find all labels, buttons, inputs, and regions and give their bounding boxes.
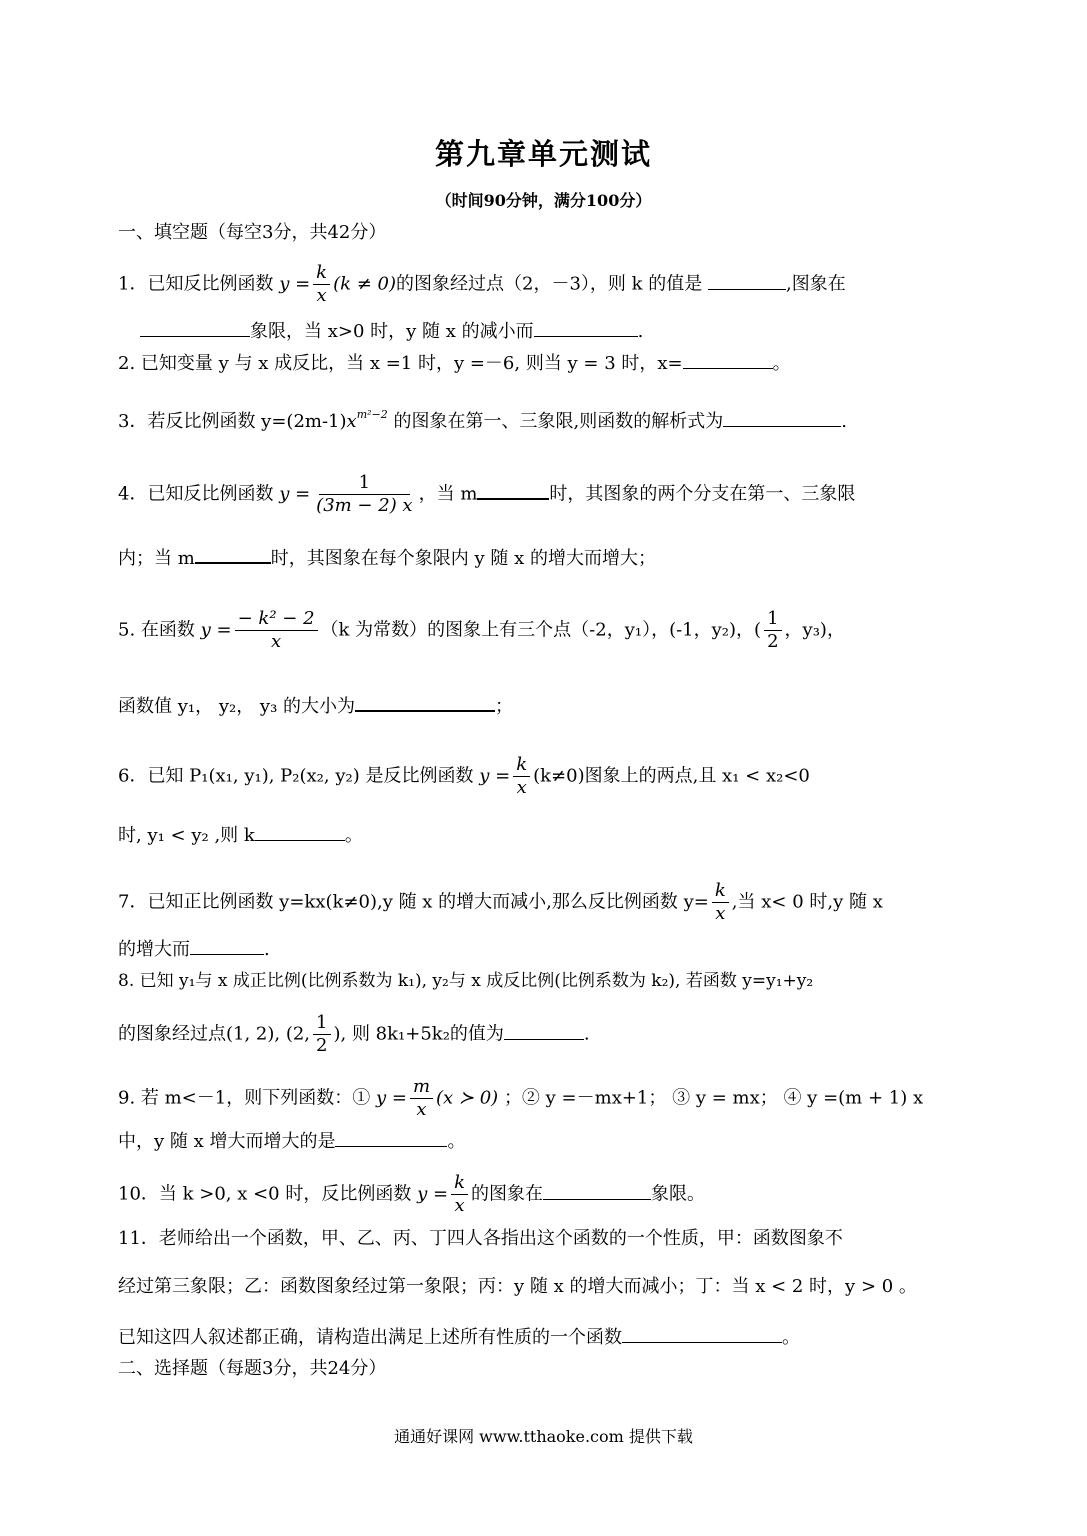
q1-math-y: y = <box>279 273 311 295</box>
q1-text-d: 象限，当 x>0 时，y 随 x 的减小而 <box>250 321 534 342</box>
q8-text-d: . <box>583 1023 590 1045</box>
q11-text-d: 。 <box>782 1327 800 1348</box>
q7-text-d: . <box>264 939 270 960</box>
q4-text-b: ，当 m <box>418 483 478 505</box>
q8-half-den: 2 <box>316 1035 328 1056</box>
q7-text-c: 的增大而 <box>118 939 190 960</box>
q10-text-a: 10．当 k >0, x <0 时，反比例函数 <box>118 1183 412 1205</box>
question-8-line-1 <box>118 966 997 996</box>
question-10 <box>118 1172 997 1217</box>
question-9-line-2 <box>118 1126 997 1157</box>
question-1-line-1 <box>118 262 997 307</box>
question-3 <box>118 400 997 437</box>
question-8-line-2 <box>118 1012 997 1057</box>
q4-frac-num: 1 <box>319 472 410 495</box>
q9-math-y: y = <box>375 1087 407 1109</box>
q3-math-base: x <box>346 411 357 432</box>
q9-text-d: 。 <box>447 1131 466 1152</box>
question-5-line-1 <box>118 608 997 653</box>
question-1-line-2 <box>140 316 997 347</box>
q5-math-y: y = <box>200 619 232 641</box>
q7-answer-blank[interactable] <box>190 934 264 955</box>
q10-text-c: 象限。 <box>651 1183 706 1205</box>
q1-text-c: ,图象在 <box>786 273 846 295</box>
question-7-line-1 <box>118 880 997 925</box>
q1-fraction <box>313 262 330 307</box>
q8-fraction-half <box>313 1012 330 1057</box>
q9-fraction <box>410 1076 433 1121</box>
q8-half-num: 1 <box>313 1012 330 1035</box>
q1-text-b: 的图象经过点（2，－3），则 k 的值是 <box>396 273 703 295</box>
q4-text-c: 时，其图象的两个分支在第一、三象限 <box>549 483 856 505</box>
q9-text-a: 9. 若 m<－1，则下列函数：① <box>118 1087 371 1109</box>
q3-text-c: . <box>841 411 847 432</box>
q1-answer-blank-1[interactable] <box>708 269 786 290</box>
q8-text-c: ), 则 8k₁+5k₂的值为 <box>333 1023 504 1045</box>
q5-half-num: 1 <box>764 608 781 631</box>
q10-fraction <box>451 1172 468 1217</box>
q9-frac-num: m <box>410 1076 433 1099</box>
q1-answer-blank-2[interactable] <box>140 316 250 337</box>
q6-answer-blank[interactable] <box>255 820 345 841</box>
question-11-line-3 <box>118 1322 997 1353</box>
q5-text-d: 函数值 y₁， y₂， y₃ 的大小为 <box>118 696 356 717</box>
q6-math-y: y = <box>479 765 511 787</box>
q11-text-b: 经过第三象限；乙：函数图象经过第一象限；丙：y 随 x 的增大而减小；丁：当 x < 2 时，y > 0 。 <box>118 1276 917 1297</box>
q11-text-c: 已知这四人叙述都正确，请构造出满足上述所有性质的一个函数 <box>118 1327 622 1348</box>
q9-answer-blank[interactable] <box>335 1126 447 1147</box>
q4-fraction <box>313 472 415 517</box>
q6-fraction <box>513 754 530 799</box>
section-heading-multiple-choice: 二、选择题（每题3分，共24分） <box>118 1358 387 1379</box>
q3-text-a: 3．若反比例函数 y=(2m-1) <box>118 411 347 432</box>
q1-math-condition: (k ≠ 0) <box>333 273 397 295</box>
q8-text-b: 的图象经过点(1, 2), (2, <box>118 1023 311 1045</box>
question-4-line-2 <box>118 542 997 574</box>
q5-frac-num: − k² − 2 <box>235 608 318 631</box>
q10-answer-blank[interactable] <box>543 1179 651 1200</box>
q4-text-e: 时，其图象在每个象限内 y 随 x 的增大而增大； <box>270 548 657 569</box>
q7-frac-num: k <box>712 880 729 903</box>
q5-half-den: 2 <box>767 631 779 652</box>
q5-text-b: （k 为常数）的图象上有三个点（-2，y₁），(-1，y₂)，( <box>320 619 762 641</box>
q4-answer-blank-2[interactable] <box>195 542 271 564</box>
question-11-line-2 <box>118 1272 1017 1302</box>
question-11-line-1 <box>118 1224 1017 1254</box>
question-6-line-1 <box>118 754 997 799</box>
question-6-line-2 <box>118 820 997 851</box>
q6-frac-den: x <box>516 777 527 798</box>
q8-text-a: 8. 已知 y₁与 x 成正比例(比例系数为 k₁), y₂与 x 成反比例(比例系数为 k₂), 若函数 y=y₁+y₂ <box>118 971 814 991</box>
q9-frac-den: x <box>416 1099 427 1120</box>
question-5-line-2 <box>118 690 997 722</box>
q5-text-a: 5. 在函数 <box>118 619 195 641</box>
q4-text-d: 内；当 m <box>118 548 195 569</box>
q4-answer-blank-1[interactable] <box>477 478 549 500</box>
page-title: 第九章单元测试 <box>434 137 652 171</box>
q10-math-y: y = <box>417 1183 449 1205</box>
q10-frac-den: x <box>454 1195 465 1216</box>
q3-answer-blank[interactable] <box>723 406 841 427</box>
q7-frac-den: x <box>715 903 726 924</box>
q5-fraction <box>235 608 318 653</box>
q6-text-a: 6．已知 P₁(x₁, y₁), P₂(x₂, y₂) 是反比例函数 <box>118 765 474 787</box>
q5-answer-blank[interactable] <box>355 690 495 712</box>
q5-frac-den: x <box>271 631 282 652</box>
q3-math-exponent: m²−2 <box>356 408 388 421</box>
question-7-line-2 <box>118 934 997 965</box>
q10-text-b: 的图象在 <box>471 1183 544 1205</box>
q9-text-b: ；② y =－mx+1； ③ y = mx； ④ y =(m + 1) x <box>503 1087 924 1109</box>
q7-text-a: 7．已知正比例函数 y=kx(k≠0),y 随 x 的增大而减小,那么反比例函数 y= <box>118 891 709 913</box>
q5-text-c: ，y₃)， <box>784 619 845 641</box>
question-9-line-1 <box>118 1076 997 1121</box>
q7-text-b: ,当 x< 0 时,y 随 x <box>731 891 883 913</box>
q1-answer-blank-3[interactable] <box>534 316 638 337</box>
q9-math-condition: (x ≻ 0) <box>436 1087 499 1109</box>
q1-text-e: . <box>637 321 644 342</box>
q4-frac-den: (3m − 2) x <box>316 495 413 516</box>
q2-text: 2. 已知变量 y 与 x 成反比，当 x =1 时，y =－6, 则当 y = 3 时，x= <box>118 353 683 374</box>
page-subtitle: （时间90分钟，满分100分） <box>435 191 652 210</box>
q6-text-c: 时, y₁ < y₂ ,则 k <box>118 825 255 846</box>
q7-fraction <box>712 880 729 925</box>
q9-text-c: 中，y 随 x 增大而增大的是 <box>118 1131 336 1152</box>
q1-frac-den: x <box>316 285 327 306</box>
section-heading-fill-in: 一、填空题（每空3分，共42分） <box>118 222 387 243</box>
q6-text-b: (k≠0)图象上的两点,且 x₁ < x₂<0 <box>533 765 810 787</box>
q11-text-a: 11．老师给出一个函数，甲、乙、丙、丁四人各指出这个函数的一个性质，甲：函数图象不 <box>118 1228 843 1249</box>
q2-answer-blank[interactable] <box>683 348 773 369</box>
question-4-line-1 <box>118 472 997 517</box>
q11-answer-blank[interactable] <box>622 1322 782 1343</box>
q3-text-b: 的图象在第一、三象限,则函数的解析式为 <box>393 411 724 432</box>
q2-text-end: 。 <box>772 353 791 374</box>
q6-text-d: 。 <box>344 825 363 846</box>
q10-frac-num: k <box>451 1172 468 1195</box>
q8-answer-blank[interactable] <box>504 1019 584 1040</box>
question-2 <box>118 348 997 379</box>
q6-frac-num: k <box>513 754 530 777</box>
q5-text-e: ； <box>495 696 514 717</box>
page-footer: 通通好课网 www.tthaoke.com 提供下载 <box>394 1427 693 1446</box>
q4-math-y: y = <box>279 483 311 505</box>
q1-text-a: 1．已知反比例函数 <box>118 273 274 295</box>
q4-text-a: 4．已知反比例函数 <box>118 483 274 505</box>
q5-fraction-half <box>764 608 781 653</box>
q1-frac-num: k <box>313 262 330 285</box>
